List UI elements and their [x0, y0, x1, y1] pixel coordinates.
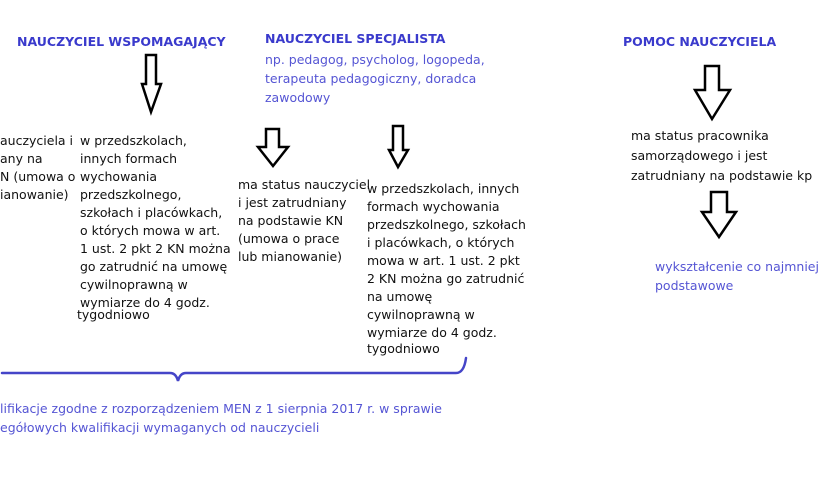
down-arrow-icon [695, 66, 730, 119]
down-arrow-icon [702, 192, 736, 237]
specjalista-preschool-text: w przedszkolach, innych formach wychowania przedszkolnego, szkołach i placówkach, o których mowa w art. 1 ust. 2 pkt 2 KN można go zatrudnić na umowę cywilnoprawną w wymiarze do 4 godz. [367, 181, 526, 340]
pomoc-education-text: wykształcenie co najmniej podstawowe [655, 259, 819, 293]
down-arrow-icon [389, 126, 408, 167]
kwalifikacje-note: lifikacje zgodne z rozporządzeniem MEN z 1 sierpnia 2017 r. w sprawie egółowych kwalifikacji wymaganych od nauczycieli [0, 401, 442, 435]
specjalista-tygodniowo: tygodniowo [367, 341, 440, 356]
wspomagajacy-tygodniowo: tygodniowo [77, 307, 150, 322]
down-arrow-icon [142, 55, 161, 112]
wspomagajacy-preschool-text: w przedszkolach, innych formach wychowania przedszkolnego, szkołach i placówkach, o których mowa w art. 1 ust. 2 pkt 2 KN można go zatrudnić na umowę cywilnoprawną w wymiarze do 4 godz. [80, 133, 231, 310]
pomoc-status-text: ma status pracownika samorządowego i jest zatrudniany na podstawie kp [631, 128, 813, 183]
header-pomoc-nauczyciela: POMOC NAUCZYCIELA [623, 34, 777, 49]
header-nauczyciel-specjalista: NAUCZYCIEL SPECJALISTA [265, 31, 446, 46]
header-nauczyciel-wspomagajacy: NAUCZYCIEL WSPOMAGAJĄCY [17, 34, 226, 49]
down-arrow-icon [258, 129, 288, 166]
specjalista-examples: np. pedagog, psycholog, logopeda, terapeuta pedagogiczny, doradca zawodowy [265, 52, 485, 105]
wspomagajacy-status-text: auczyciela i any na N (umowa o ianowanie) [0, 133, 76, 202]
curly-brace-icon [2, 358, 466, 381]
specjalista-status-text: ma status nauczyciel i jest zatrudniany na podstawie KN (umowa o prace lub mianowanie) [238, 177, 371, 264]
